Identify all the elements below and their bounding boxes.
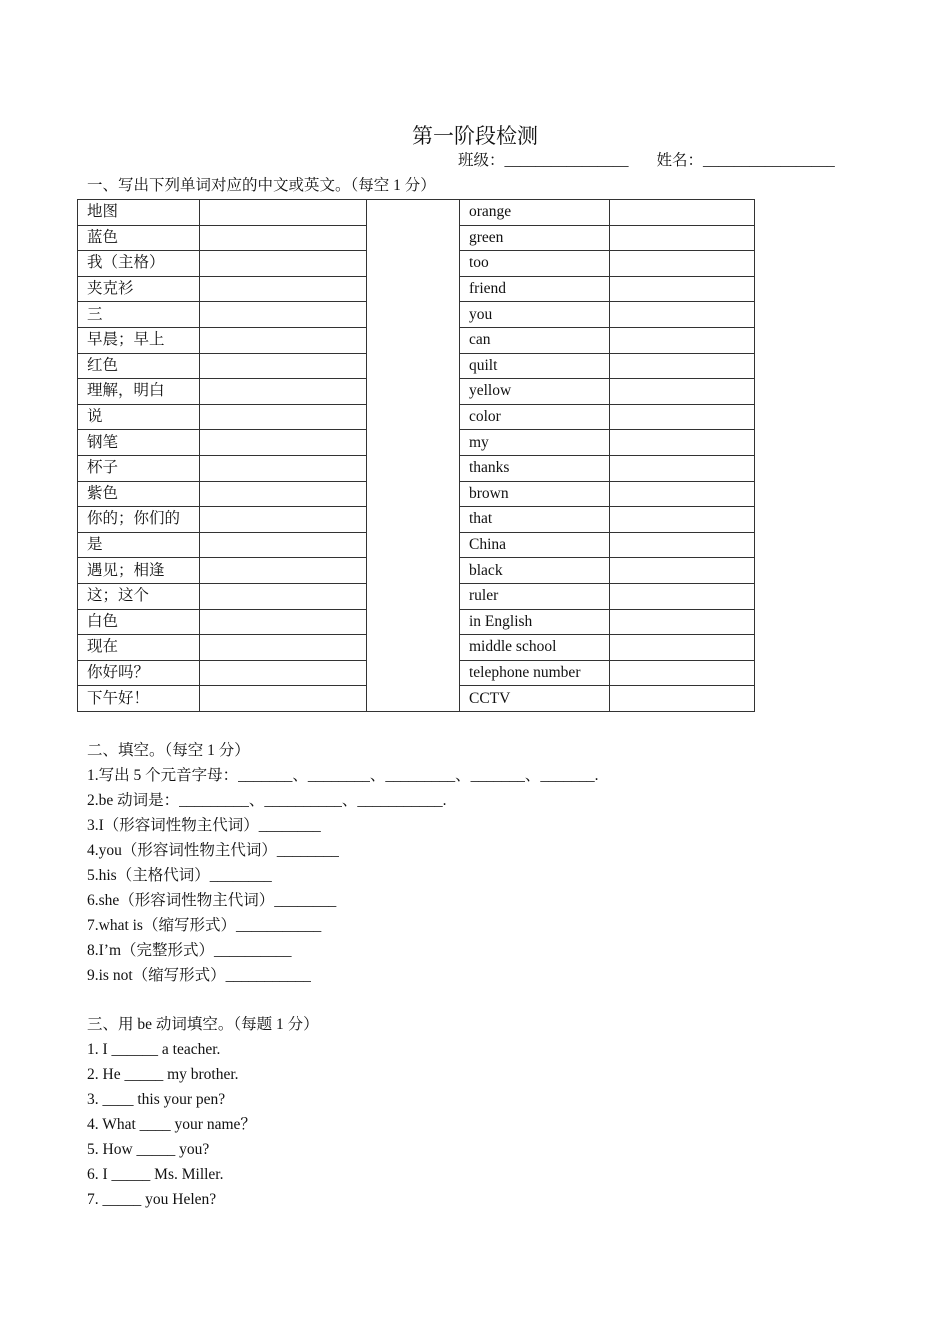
english-answer-cell[interactable] xyxy=(200,635,367,661)
be-verb-item[interactable]: 3. ____ this your pen? xyxy=(87,1091,226,1108)
english-word: color xyxy=(460,404,610,430)
chinese-answer-cell[interactable] xyxy=(610,609,755,635)
section3 xyxy=(87,1012,319,1212)
chinese-word: 下午好！ xyxy=(78,686,200,712)
chinese-answer-cell[interactable] xyxy=(610,481,755,507)
page-title: 第一阶段检测 xyxy=(412,124,538,148)
chinese-word: 早晨；早上 xyxy=(78,327,200,353)
be-verb-item[interactable]: 5. How _____ you? xyxy=(87,1141,210,1158)
fill-item[interactable]: 7.what is（缩写形式）___________ xyxy=(87,917,322,934)
chinese-word: 紫色 xyxy=(78,481,200,507)
chinese-word: 白色 xyxy=(78,609,200,635)
class-blank[interactable]: ________________ xyxy=(504,152,629,169)
chinese-word: 地图 xyxy=(78,200,200,226)
chinese-answer-cell[interactable] xyxy=(610,302,755,328)
fill-item[interactable]: 2.be 动词是：_________、__________、___________. xyxy=(87,792,447,809)
english-answer-cell[interactable] xyxy=(200,302,367,328)
english-word: thanks xyxy=(460,455,610,481)
english-answer-cell[interactable] xyxy=(200,225,367,251)
vocab-row xyxy=(78,200,755,226)
chinese-word: 钢笔 xyxy=(78,430,200,456)
name-label: 姓名： xyxy=(656,152,704,169)
chinese-answer-cell[interactable] xyxy=(610,276,755,302)
chinese-answer-cell[interactable] xyxy=(610,455,755,481)
english-word: friend xyxy=(460,276,610,302)
chinese-word: 遇见；相逢 xyxy=(78,558,200,584)
chinese-word: 现在 xyxy=(78,635,200,661)
chinese-word: 蓝色 xyxy=(78,225,200,251)
chinese-answer-cell[interactable] xyxy=(610,225,755,251)
english-word: you xyxy=(460,302,610,328)
chinese-word: 理解，明白 xyxy=(78,379,200,405)
fill-item[interactable]: 8.I’m（完整形式）__________ xyxy=(87,942,292,959)
english-word: telephone number xyxy=(460,660,610,686)
be-verb-item[interactable]: 7. _____ you Helen? xyxy=(87,1191,217,1208)
chinese-answer-cell[interactable] xyxy=(610,532,755,558)
chinese-answer-cell[interactable] xyxy=(610,379,755,405)
be-verb-item[interactable]: 2. He _____ my brother. xyxy=(87,1066,239,1083)
chinese-word: 杯子 xyxy=(78,455,200,481)
chinese-answer-cell[interactable] xyxy=(610,353,755,379)
chinese-word: 我（主格） xyxy=(78,251,200,277)
chinese-answer-cell[interactable] xyxy=(610,660,755,686)
be-verb-item[interactable]: 1. I ______ a teacher. xyxy=(87,1041,221,1058)
chinese-word: 三 xyxy=(78,302,200,328)
english-word: brown xyxy=(460,481,610,507)
english-word: CCTV xyxy=(460,686,610,712)
section1-heading: 一、写出下列单词对应的中文或英文。（每空 1 分） xyxy=(87,177,436,194)
english-word: my xyxy=(460,430,610,456)
name-blank[interactable]: _________________ xyxy=(703,152,835,169)
chinese-answer-cell[interactable] xyxy=(610,430,755,456)
english-word: too xyxy=(460,251,610,277)
english-word: yellow xyxy=(460,379,610,405)
chinese-word: 夹克衫 xyxy=(78,276,200,302)
fill-item[interactable]: 3.I（形容词性物主代词）________ xyxy=(87,817,321,834)
chinese-word: 是 xyxy=(78,532,200,558)
chinese-answer-cell[interactable] xyxy=(610,686,755,712)
chinese-word: 你的；你们的 xyxy=(78,507,200,533)
english-answer-cell[interactable] xyxy=(200,609,367,635)
english-answer-cell[interactable] xyxy=(200,481,367,507)
section3-heading: 三、用 be 动词填空。（每题 1 分） xyxy=(87,1016,319,1033)
english-answer-cell[interactable] xyxy=(200,200,367,226)
vocabulary-table xyxy=(77,199,755,712)
be-verb-item[interactable]: 4. What ____ your name？ xyxy=(87,1116,256,1133)
english-word: ruler xyxy=(460,583,610,609)
chinese-answer-cell[interactable] xyxy=(610,507,755,533)
english-word: can xyxy=(460,327,610,353)
chinese-word: 这；这个 xyxy=(78,583,200,609)
english-answer-cell[interactable] xyxy=(200,583,367,609)
english-word: China xyxy=(460,532,610,558)
english-answer-cell[interactable] xyxy=(200,660,367,686)
chinese-answer-cell[interactable] xyxy=(610,327,755,353)
english-word: that xyxy=(460,507,610,533)
be-verb-item[interactable]: 6. I _____ Ms. Miller. xyxy=(87,1166,224,1183)
fill-item[interactable]: 1.写出 5 个元音字母：_______、________、_________、_______、_______. xyxy=(87,767,599,784)
english-word: in English xyxy=(460,609,610,635)
english-word: green xyxy=(460,225,610,251)
english-answer-cell[interactable] xyxy=(200,558,367,584)
chinese-answer-cell[interactable] xyxy=(610,251,755,277)
student-info xyxy=(458,151,835,171)
fill-item[interactable]: 4.you（形容词性物主代词）________ xyxy=(87,842,339,859)
section2-heading: 二、填空。（每空 1 分） xyxy=(87,742,250,759)
english-answer-cell[interactable] xyxy=(200,353,367,379)
table-spacer xyxy=(367,200,460,712)
english-answer-cell[interactable] xyxy=(200,379,367,405)
english-answer-cell[interactable] xyxy=(200,404,367,430)
english-word: orange xyxy=(460,200,610,226)
class-label: 班级： xyxy=(458,152,505,169)
chinese-word: 你好吗？ xyxy=(78,660,200,686)
english-word: quilt xyxy=(460,353,610,379)
english-answer-cell[interactable] xyxy=(200,251,367,277)
english-answer-cell[interactable] xyxy=(200,327,367,353)
fill-item[interactable]: 5.his（主格代词）________ xyxy=(87,867,272,884)
english-answer-cell[interactable] xyxy=(200,507,367,533)
fill-item[interactable]: 9.is not（缩写形式）___________ xyxy=(87,967,311,984)
chinese-answer-cell[interactable] xyxy=(610,635,755,661)
fill-item[interactable]: 6.she（形容词性物主代词）________ xyxy=(87,892,337,909)
english-answer-cell[interactable] xyxy=(200,276,367,302)
chinese-answer-cell[interactable] xyxy=(610,200,755,226)
english-word: middle school xyxy=(460,635,610,661)
chinese-word: 说 xyxy=(78,404,200,430)
chinese-answer-cell[interactable] xyxy=(610,404,755,430)
english-answer-cell[interactable] xyxy=(200,532,367,558)
chinese-word: 红色 xyxy=(78,353,200,379)
english-answer-cell[interactable] xyxy=(200,686,367,712)
english-answer-cell[interactable] xyxy=(200,455,367,481)
chinese-answer-cell[interactable] xyxy=(610,558,755,584)
chinese-answer-cell[interactable] xyxy=(610,583,755,609)
english-word: black xyxy=(460,558,610,584)
section2 xyxy=(87,738,599,988)
english-answer-cell[interactable] xyxy=(200,430,367,456)
